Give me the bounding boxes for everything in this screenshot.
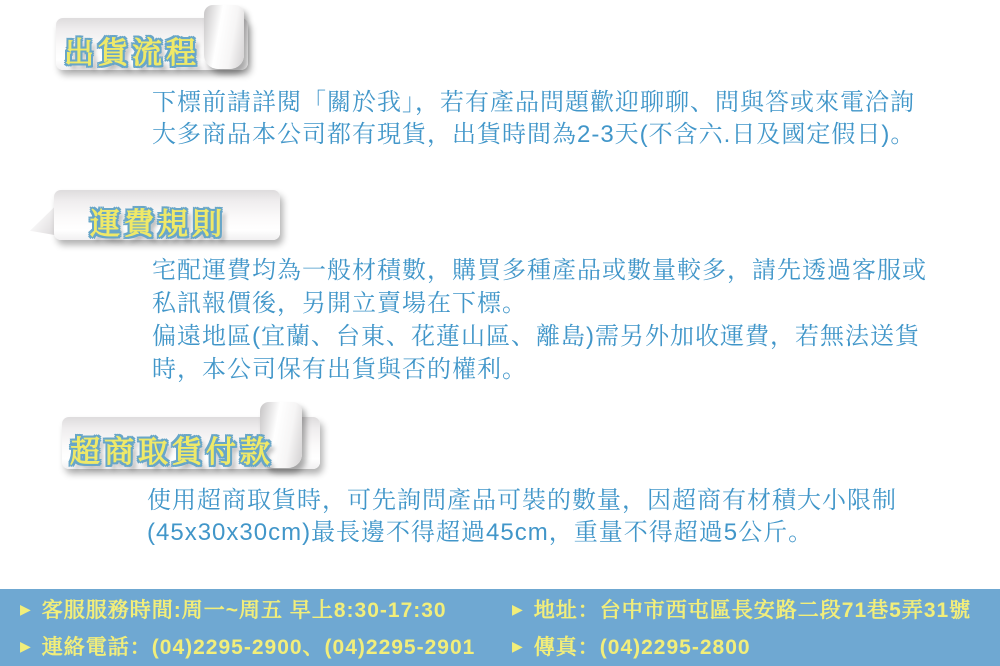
text-line: 偏遠地區(宜蘭、台東、花蓮山區、離島)需另外加收運費，若無法送貨 xyxy=(152,323,920,350)
paragraph-shipping-process xyxy=(152,87,915,151)
bullet-triangle-icon: ▶ xyxy=(512,600,524,617)
footer-address xyxy=(512,594,971,624)
footer-service-hours xyxy=(20,594,500,624)
footer-left-column xyxy=(20,594,500,661)
contact-footer-bar xyxy=(0,589,1000,666)
text-line: 宅配運費均為一般材積數，購買多種產品或數量較多，請先透過客服或 xyxy=(152,257,927,284)
paper-curl-icon xyxy=(204,5,244,69)
paragraph-store-pickup-payment xyxy=(147,485,897,549)
footer-contact-phone xyxy=(20,631,500,661)
address-text: 地址：台中市西屯區長安路二段71巷5弄31號 xyxy=(533,599,972,622)
section-title-shipping-fee-rules: 運費規則 xyxy=(90,208,226,241)
banner-shipping-fee-rules xyxy=(30,183,282,247)
text-line: 大多商品本公司都有現貨，出貨時間為2-3天(不含六.日及國定假日)。 xyxy=(152,121,916,148)
text-line: 下標前請詳閱「關於我」，若有產品問題歡迎聊聊、問與答或來電洽詢 xyxy=(152,89,915,116)
banner-shipping-process xyxy=(56,5,256,75)
section-title-store-pickup-payment: 超商取貨付款 xyxy=(70,436,274,469)
text-line: (45x30x30cm)最長邊不得超過45cm，重量不得超過5公斤。 xyxy=(147,519,814,546)
text-line: 私訊報價後，另開立賣場在下標。 xyxy=(152,290,527,317)
bullet-triangle-icon: ▶ xyxy=(512,637,524,654)
banner-store-pickup-payment xyxy=(62,402,326,472)
paragraph-shipping-fee-rules xyxy=(152,254,927,386)
text-line: 時，本公司保有出貨與否的權利。 xyxy=(152,356,527,383)
service-hours-text: 客服服務時間:周一~周五 早上8:30-17:30 xyxy=(41,599,447,622)
footer-fax xyxy=(512,631,971,661)
fax-text: 傳真：(04)2295-2800 xyxy=(533,636,751,659)
bullet-triangle-icon: ▶ xyxy=(20,600,32,617)
footer-right-column xyxy=(512,594,971,661)
contact-phone-text: 連絡電話：(04)2295-2900、(04)2295-2901 xyxy=(41,636,476,659)
bullet-triangle-icon: ▶ xyxy=(20,637,32,654)
section-title-shipping-process: 出貨流程 xyxy=(64,37,200,70)
text-line: 使用超商取貨時，可先詢問產品可裝的數量，因超商有材積大小限制 xyxy=(147,487,897,514)
